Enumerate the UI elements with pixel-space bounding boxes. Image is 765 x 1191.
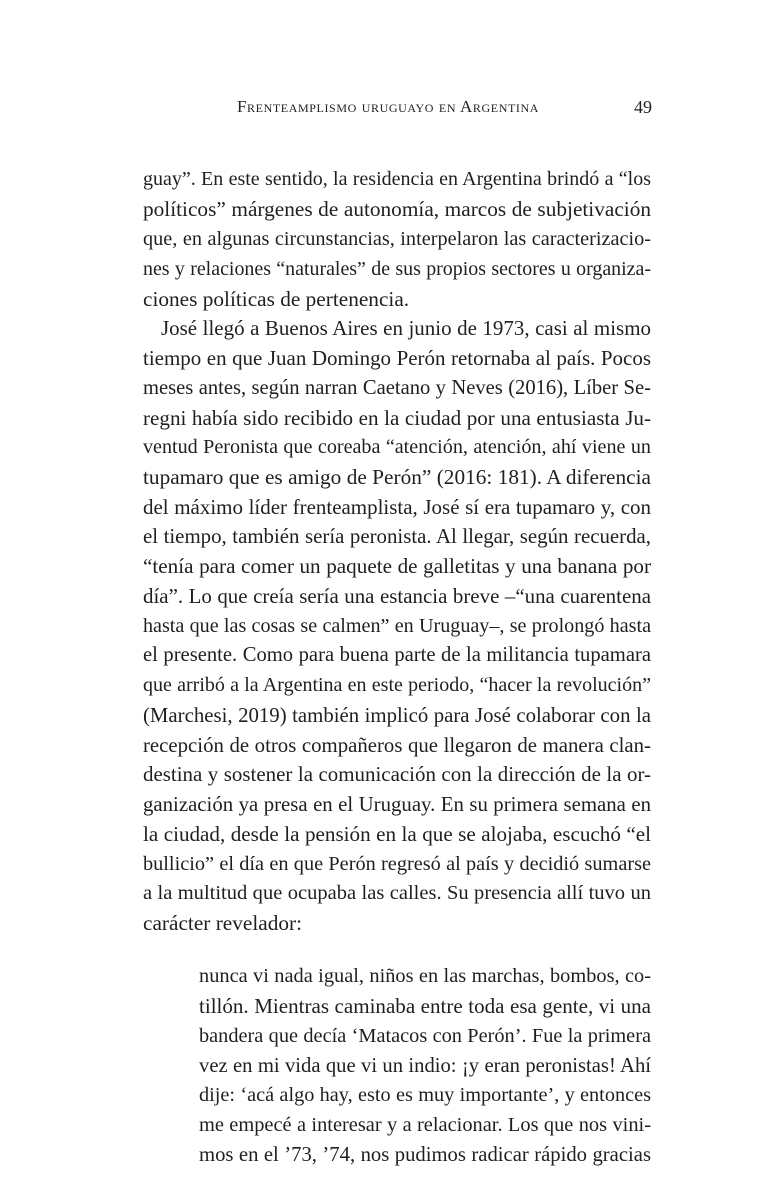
body-line: día”. Lo que creía sería una estancia breve –“una cuarentena xyxy=(143,584,651,608)
body-line: destina y sostener la comunicación con la dirección de la or- xyxy=(143,762,651,786)
body-line: el tiempo, también sería peronista. Al llegar, según recuerda, xyxy=(143,524,651,548)
body-line: “tenía para comer un paquete de galletitas y una banana por xyxy=(143,554,651,578)
quote-line: vez en mi vida que vi un indio: ¡y eran peronistas! Ahí xyxy=(199,1055,651,1077)
running-header xyxy=(0,97,765,123)
body-line: carácter revelador: xyxy=(143,911,303,935)
body-line: José llegó a Buenos Aires en junio de 1973, casi al mismo xyxy=(161,316,651,340)
body-line: ventud Peronista que coreaba “atención, atención, ahí viene un xyxy=(143,436,651,458)
body-line: regni había sido recibido en la ciudad por una entusiasta Ju- xyxy=(143,406,651,430)
body-line: políticos” márgenes de autonomía, marcos de subjetivación xyxy=(143,197,651,221)
body-line: a la multitud que ocupaba las calles. Su presencia allí tuvo un xyxy=(143,882,651,904)
body-line: tupamaro que es amigo de Perón” (2016: 181). A diferencia xyxy=(143,465,651,489)
body-line: la ciudad, desde la pensión en la que se alojaba, escuchó “el xyxy=(143,822,651,846)
body-line: del máximo líder frenteamplista, José sí era tupamaro y, con xyxy=(143,495,651,519)
quote-line: tillón. Mientras caminaba entre toda esa gente, vi una xyxy=(199,994,651,1018)
body-line: tiempo en que Juan Domingo Perón retornaba al país. Pocos xyxy=(143,346,651,370)
body-line: el presente. Como para buena parte de la militancia tupamara xyxy=(143,644,651,666)
body-line: (Marchesi, 2019) también implicó para José colaborar con la xyxy=(143,703,651,727)
body-line: meses antes, según narran Caetano y Neves (2016), Líber Se- xyxy=(143,377,651,399)
body-line: que, en algunas circunstancias, interpelaron las caracterizacio- xyxy=(143,228,651,250)
body-line: hasta que las cosas se calmen” en Uruguay–, se prolongó hasta xyxy=(143,615,651,637)
body-line: bullicio” el día en que Perón regresó al país y decidió sumarse xyxy=(143,853,651,875)
body-line: que arribó a la Argentina en este periodo, “hacer la revolución” xyxy=(143,674,651,696)
body-line: guay”. En este sentido, la residencia en Argentina brindó a “los xyxy=(143,168,651,190)
body-line: ciones políticas de pertenencia. xyxy=(143,287,410,311)
body-line: nes y relaciones “naturales” de sus propios sectores u organiza- xyxy=(143,258,651,280)
quote-line: mos en el ’73, ’74, nos pudimos radicar rápido gracias xyxy=(199,1144,651,1166)
body-line: recepción de otros compañeros que llegaron de manera clan- xyxy=(143,733,651,757)
body-line: ganización ya presa en el Uruguay. En su primera semana en xyxy=(143,792,651,816)
quote-line: bandera que decía ‘Matacos con Perón’. Fue la primera xyxy=(199,1025,651,1047)
quote-line: nunca vi nada igual, niños en las marchas, bombos, co- xyxy=(199,965,651,987)
quote-line: dije: ‘acá algo hay, esto es muy importante’, y entonces xyxy=(199,1084,651,1106)
header-title: Frenteamplismo uruguayo en Argentina xyxy=(237,97,540,116)
quote-line: me empecé a interesar y a relacionar. Los que nos vini- xyxy=(199,1114,651,1136)
page-number: 49 xyxy=(634,97,652,117)
